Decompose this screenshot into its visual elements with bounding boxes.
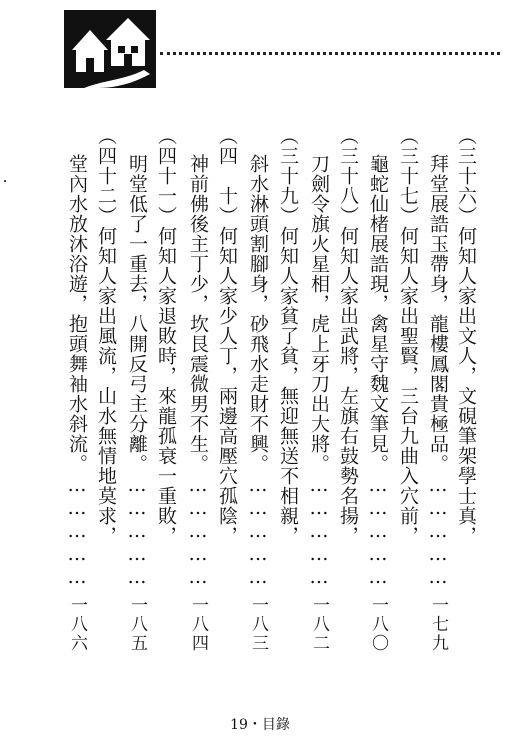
- page-footer: 19・目錄: [230, 717, 290, 733]
- entry-line2: 刀劍令旗火星相，虎上牙刀出大將。……………: [308, 154, 330, 589]
- entry-line2: 堂內水放沐浴遊，抱頭舞袖水斜流。……………: [66, 154, 88, 589]
- entry-page: 一八六: [67, 596, 87, 653]
- entry-page: 一八四: [188, 596, 208, 653]
- entry-title: （三十六）何知人家出文人，文硯筆架學士真，: [455, 126, 477, 546]
- entry-title: （四十二）何知人家出風流，山水無情地莫求，: [95, 126, 117, 546]
- entry-line2: 斜水淋頭割腳身，砂飛水走財不興。……………: [247, 154, 269, 589]
- entry-page: 一七九: [428, 596, 448, 653]
- entry-page: 一八二: [309, 596, 329, 653]
- entry-title: （三十八）何知人家出武將，左旗右鼓勢名揚，: [337, 126, 359, 546]
- entry-line2: 神前佛後主丁少，坎艮震微男不生。……………: [187, 154, 209, 589]
- entry-title: （三十九）何知人家貧了貧，無迎無送不相親，: [277, 126, 299, 546]
- entry-page: 一八三: [248, 596, 268, 653]
- margin-mark: [4, 180, 6, 182]
- header-dotted-rule: [160, 52, 500, 55]
- entry-page: 一八五: [127, 596, 147, 653]
- entry-title: （三十七）何知人家出聖賢，三台九曲入穴前，: [397, 126, 419, 546]
- entry-title: （四十一）何知人家退敗時，來龍孤衰一重敗，: [155, 126, 177, 546]
- entry-title: （四 十）何知人家少人丁，兩邊高壓穴孤陰，: [216, 126, 238, 546]
- entry-line2: 龜蛇仙楮展誥現，禽星守魏文筆見。……………: [367, 154, 389, 589]
- houses-logo-icon: [64, 10, 156, 88]
- entry-line2: 拜堂展誥玉帶身，龍樓鳳閣貴極品。……………: [427, 154, 449, 589]
- entry-line2: 明堂低了一重去，八開反弓主分離。……………: [126, 154, 148, 589]
- entry-page: 一八〇: [368, 596, 388, 653]
